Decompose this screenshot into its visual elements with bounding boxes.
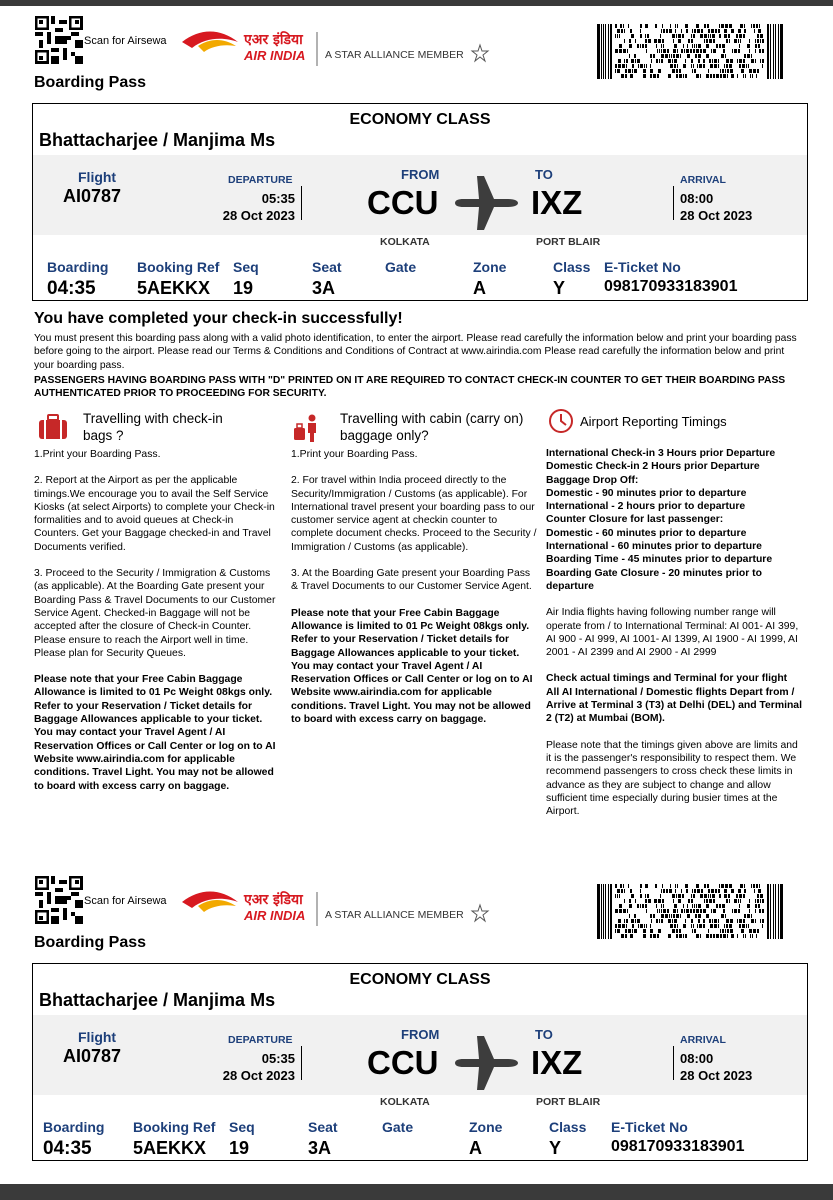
airline-name: AIR INDIA [244,908,306,923]
airplane-icon [453,172,519,239]
alliance-text: A STAR ALLIANCE MEMBER [325,49,464,61]
arr-divider [673,1046,674,1080]
booking-ref: 5AEKKX [137,278,211,298]
zone-value: A [473,278,486,298]
flight-label: Flight [78,169,117,185]
air-india-logo [180,20,500,70]
departure-label: DEPARTURE [228,1034,293,1046]
departure-label: DEPARTURE [228,174,293,186]
col2-p1: 1.Print your Boarding Pass. [291,449,418,460]
booking-ref: 5AEKKX [133,1138,207,1158]
arrival-time: 08:00 [680,191,714,206]
col3-title: Airport Reporting Timings [580,414,727,429]
class-label: Class [549,1119,587,1135]
col3-limits: Please note that the timings given above are limits and it is the passenger's responsibility to respect them. We recommend passengers to cross check these limits in advance as they are subject to change and allow sufficient time especially during busier times at the Airport. [546,739,798,818]
cabin-bag-icon [292,413,322,448]
seat-number: 3A [312,278,336,298]
col1-note: Please note that your Free Cabin Baggage Allowance is limited to 01 Pc Weight 08kgs only. Refer to your Reservation / Ticket details for Baggage Allowances applicable to your ticket. You may contact your Travel Agent / AI Reservation Offices or Call Center or log on to AI Website www.airindia.com for applicable conditions. Travel Light. You may not be allowed to board with excess carry on baggage. [34,674,276,792]
dep-divider [301,1046,302,1080]
arrival-label: ARRIVAL [680,174,726,186]
airline-name: AIR INDIA [244,48,306,63]
passenger-name: Bhattacharjee / Manjima Ms [39,990,276,1010]
boarding-time: 04:35 [43,1138,92,1159]
flight-label: Flight [78,1029,117,1045]
airline-hindi: एअर इंडिया [244,892,303,908]
seq-label: Seq [229,1119,255,1135]
seat-label: Seat [312,259,342,275]
dep-divider [301,186,302,220]
boarding-label: Boarding [47,259,109,275]
cabin-class: ECONOMY CLASS [349,971,491,988]
arrival-label: ARRIVAL [680,1034,726,1046]
scan-label: Scan for Airsewa [84,895,167,907]
col1-p1: 1.Print your Boarding Pass. [34,449,161,460]
gate-label: Gate [382,1119,414,1135]
pdf417-barcode [597,884,783,939]
eticket-label: E-Ticket No [611,1119,688,1135]
col1-p2: 2. Report at the Airport as per the applicable timings.We encourage you to avail the Self Service Kiosks (at select Airports) to complete your Check-in formalities and to avoid queues at Check-in Counters. Get your Baggage checked-in and Travel Documents verified. [34,475,275,553]
from-code: CCU [367,1044,439,1081]
col1-title: Travelling with check-in bags ? [83,411,223,443]
booking-ref-label: Booking Ref [133,1119,216,1135]
departure-date: 28 Oct 2023 [222,1068,295,1083]
checkin-headline: You have completed your check-in successfully! [34,310,403,327]
col3-check-actual: Check actual timings and Terminal for your flight All AI International / Domestic flights Depart from / Arrive at Terminal 3 (T3) at Delhi (DEL) and Terminal 2 (T2) at Mumbai (BOM). [546,673,802,725]
departure-date: 28 Oct 2023 [222,208,295,223]
col3-timings: International Check-in 3 Hours prior Departure Domestic Check-in 2 Hours prior Departure Baggage Drop Off: Domestic - 90 minutes prior to departure International - 2 hours prior to departure Counter Closure for last passenger: Domestic - 60 minutes prior to departure International - 60 minutes prior to departure Boarding Time - 45 minutes prior to departure Boarding Gate Closure - 20 minutes prior to departure [546,448,776,592]
boarding-time: 04:35 [47,278,96,299]
col2-p2: 2. For travel within India proceed directly to the Security/Immigration / Customs (as applicable). For International travel present your boarding pass to our customer service agent at checkin counter to complete document checks. Proceed to the Security / Immigration / Customs (as applicable). [291,475,537,553]
from-label: FROM [401,167,440,182]
col2-note: Please note that your Free Cabin Baggage Allowance is limited to 01 Pc Weight 08kgs only. Refer to your Reservation / Ticket details for Baggage Allowances applicable to your ticket. You may contact your Travel Agent / AI Reservation Offices or Call Center or log on to AI Website www.airindia.com for applicable conditions. Travel Light. You may not be allowed to board with excess carry on baggage. [291,607,533,726]
departure-time: 05:35 [261,191,295,206]
class-label: Class [553,259,591,275]
cabin-class: ECONOMY CLASS [349,111,491,128]
scan-label: Scan for Airsewa [84,35,167,47]
zone-label: Zone [473,259,507,275]
arr-divider [673,186,674,220]
col1-body [34,448,276,806]
booking-ref-label: Booking Ref [137,259,220,275]
seat-label: Seat [308,1119,338,1135]
class-code: Y [553,278,566,298]
boarding-label: Boarding [43,1119,105,1135]
boarding-pass-title: Boarding Pass [34,74,147,91]
class-code: Y [549,1138,562,1158]
star-alliance-icon [472,905,488,921]
to-label: TO [535,167,553,182]
qr-code [35,876,83,924]
col1-p3: 3. Proceed to the Security / Immigration & Customs (as applicable). At the Boarding Gate present your Boarding Pass & Travel Documents to our Customer Service Agent. Checked-in Baggage will not be accepted after the closure of Check-in Counter. Please ensure to reach the Airport well in time. Please plan for Security Queues. [34,568,276,659]
to-code: IXZ [531,184,583,221]
star-alliance-icon [472,45,488,61]
boarding-pass-bottom [0,860,833,1180]
pdf417-barcode [597,24,783,79]
airline-hindi: एअर इंडिया [244,32,303,48]
checkin-intro: You must present this boarding pass along with a valid photo identification, to enter the airport. Please read carefully the information below and print your boarding pass before going to the airport. Please read our Terms & Conditions and Conditions of Contract at www.airindia.com Please read carefully the information below and print your boarding pass. [34,333,797,371]
suitcase-icon [38,414,68,445]
from-city: KOLKATA [380,1096,430,1108]
airplane-icon [453,1032,519,1099]
from-city: KOLKATA [380,236,430,248]
arrival-date: 28 Oct 2023 [680,1068,753,1083]
bottom-dark-strip [0,1184,833,1200]
to-label: TO [535,1027,553,1042]
seq-label: Seq [233,259,259,275]
flight-number: AI0787 [63,1046,122,1066]
to-code: IXZ [531,1044,583,1081]
departure-time: 05:35 [261,1051,295,1066]
arrival-time: 08:00 [680,1051,714,1066]
col2-body [291,448,537,739]
arrival-date: 28 Oct 2023 [680,208,753,223]
seat-number: 3A [308,1138,332,1158]
eticket-label: E-Ticket No [604,259,681,275]
boarding-pass-title: Boarding Pass [34,934,147,951]
boarding-pass-card [32,103,808,301]
col2-p3: 3. At the Boarding Gate present your Boarding Pass & Travel Documents to our Customer Service Agent. [291,568,532,593]
passenger-name: Bhattacharjee / Manjima Ms [39,130,276,150]
eticket-number: 098170933183901 [604,278,738,295]
clock-icon [548,408,574,439]
eticket-number: 098170933183901 [611,1138,745,1155]
to-city: PORT BLAIR [536,236,601,248]
air-india-logo [180,880,500,930]
col3-body [546,447,803,831]
boarding-pass-top [0,0,833,320]
zone-label: Zone [469,1119,503,1135]
qr-code [35,16,83,64]
seq-number: 19 [229,1138,250,1158]
flight-number: AI0787 [63,186,122,206]
checkin-warning: PASSENGERS HAVING BOARDING PASS WITH "D" PRINTED ON IT ARE REQUIRED TO CONTACT CHECK-IN COUNTER TO GET THEIR BOARDING PASS AUTHENTICATED PRIOR TO PROCEEDING FOR SECURITY. [34,375,786,400]
col2-title: Travelling with cabin (carry on) baggage only? [340,411,524,443]
gate-label: Gate [385,259,417,275]
seq-number: 19 [233,278,254,298]
from-label: FROM [401,1027,440,1042]
from-code: CCU [367,184,439,221]
to-city: PORT BLAIR [536,1096,601,1108]
alliance-text: A STAR ALLIANCE MEMBER [325,909,464,921]
col3-terminal: Air India flights having following number range will operate from / to International Terminal: AI 001- AI 399, AI 900 - AI 999, AI 1001- AI 1399, AI 1900 - AI 1999, AI 2001 - AI 2399 and AI 2900 - AI 2999 [546,607,799,659]
boarding-pass-card [32,963,808,1161]
zone-value: A [469,1138,482,1158]
